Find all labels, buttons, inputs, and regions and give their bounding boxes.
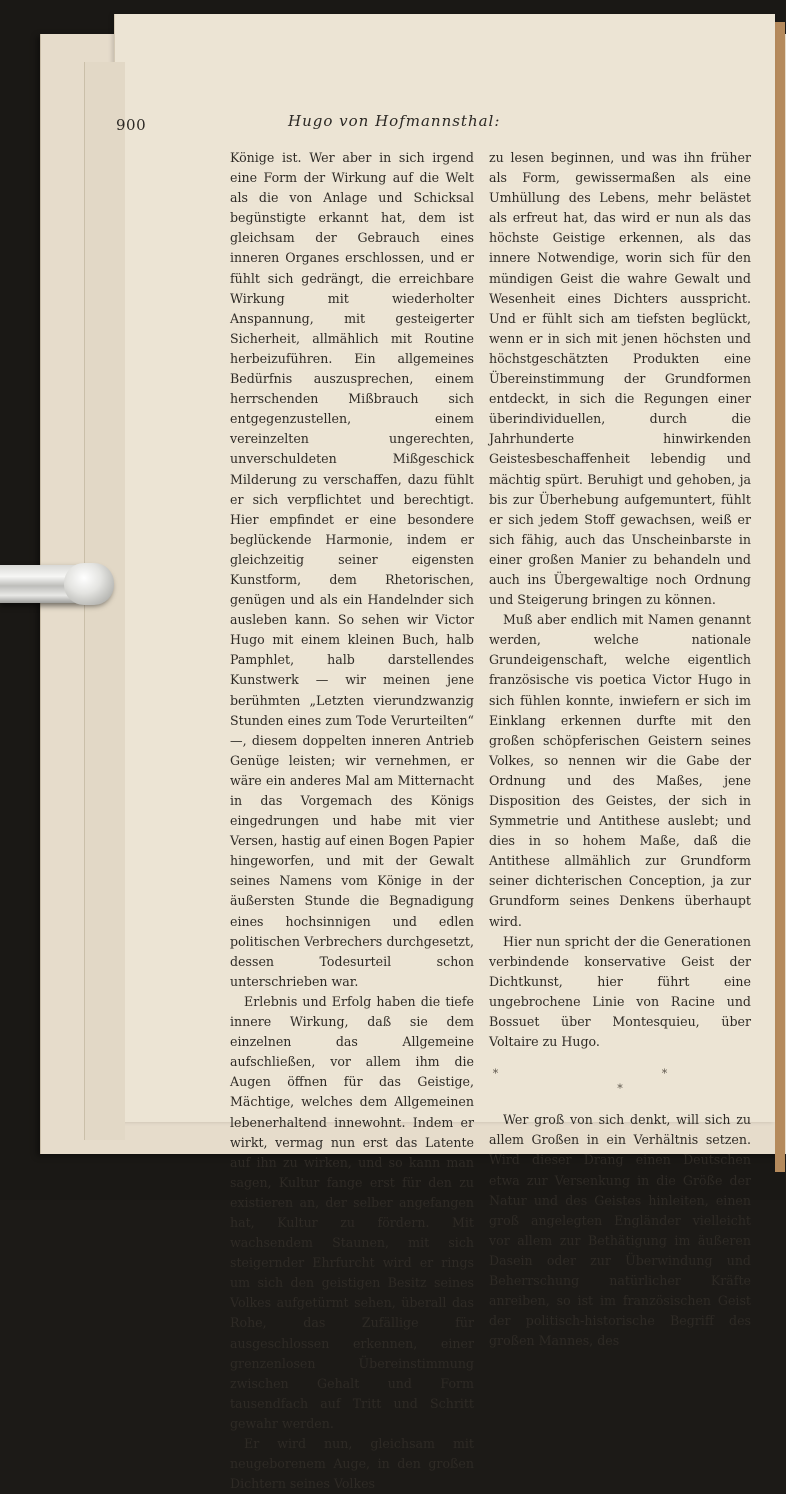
separator-star-bottom: *: [617, 1082, 623, 1096]
glass-rod-tip: [64, 563, 114, 605]
left-column: [230, 148, 474, 1494]
paragraph: Erlebnis und Erfolg haben die tiefe innere Wirkung, daß sie dem einzelnen das Allgemeine aufschließen, vor allem ihm die Augen öffnen für das Geistige, Mächtige, welches dem Allgemeinen lebenerhaltend innewohnt. Indem er wirkt, vermag nun erst das Latente auf ihn zu wirken, und so kann man sagen, Kultur fange erst für den zu existieren an, der selber angefangen hat, Kultur zu fördern. Mit wachsendem Staunen, mit sich steigernder Ehrfurcht wird er rings um sich den geistigen Besitz seines Volkes aufgetürmt sehen, überall das Rohe, das Zufällige für ausgeschlossen erkennen, einer grenzenlosen Übereinstimmung zwischen Gehalt und Form tausendfach auf Tritt und Schritt gewahr werden.: [230, 993, 474, 1431]
paragraph: zu lesen beginnen, und was ihn früher als Form, gewissermaßen als eine Umhüllung des Lebens, mehr belästet als erfreut hat, das wird er nun als das höchste Geistige erkennen, als das innere Notwendige, worin sich für den mündigen Geist die wahre Gewalt und Wesenheit eines Dichters ausspricht. Und er fühlt sich am tiefsten beglückt, wenn er in sich mit jenen höchsten und höchstgeschätzten Produkten eine Übereinstimmung der Grundformen entdeckt, in sich die Regungen einer überindividuellen, durch die Jahrhunderte hinwirkenden Geistesbeschaffenheit lebendig und mächtig spürt. Beruhigt und gehoben, ja bis zur Überhebung aufgemuntert, fühlt er sich jedem Stoff gewachsen, weiß er sich fähig, auch das Unscheinbarste in einer großen Manier zu behandeln und auch ins Übergewaltige noch Ordnung und Steigerung bringen zu können.: [489, 150, 751, 608]
paragraph: Könige ist. Wer aber in sich irgend eine Form der Wirkung auf die Welt als die von Anlage und Schicksal begünstigte erkannt hat, dem ist gleichsam der Gebrauch eines inneren Organes erschlossen, und er fühlt sich gedrängt, die erreichbare Wirkung mit wiederholter Anspannung, mit gesteigerter Sicherheit, allmählich mit Routine herbeizuführen. Ein allgemeines Bedürfnis auszusprechen, einem herrschenden Mißbrauch sich entgegenzustellen, einem vereinzelten ungerechten, unverschuldeten Mißgeschick Milderung zu verschaffen, dazu fühlt er sich verpflichtet und berechtigt. Hier empfindet er eine besondere beglückende Harmonie, indem er gleichzeitig seiner eigensten Kunstform, dem Rhetorischen, genügen und als ein Handelnder sich ausleben kann. So sehen wir Victor Hugo mit einem kleinen Buch, halb Pamphlet, halb darstellendes Kunstwerk — wir meinen jene berühmten „Letzten vierundzwanzig Stunden eines zum Tode Verurteilten“ —, diesem doppelten inneren Antrieb Genüge leisten; wir vernehmen, er wäre ein anderes Mal am Mitternacht in das Vorgemach des Königs eingedrungen und habe mit vier Versen, hastig auf einen Bogen Papier hingeworfen, und mit der Gewalt seines Namens vom Könige in der äußersten Stunde die Begnadigung eines hochsinnigen und edlen politischen Verbrechers durchgesetzt, dessen Todesurteil schon unterschrieben war.: [230, 150, 474, 989]
paragraph: Wer groß von sich denkt, will sich zu allem Großen in ein Verhältnis setzen. Wird dieser Drang einen Deutschen etwa zur Versenkung in die Größe der Natur und des Geistes hinleiten, einen groß angelegten Engländer vielleicht vor allem zur Bethätigung im äußeren Dasein oder zur Überwindung und Beherrschung natürlicher Kräfte anreiben, so ist im französischen Geist der politisch-historische Begriff des großen Mannes, des: [489, 1112, 751, 1349]
paragraph: Hier nun spricht der die Generationen verbindende konservative Geist der Dichtkunst, hier führt eine ungebrochene Linie von Racine und Bossuet über Montesquieu, über Voltaire zu Hugo.: [489, 933, 751, 1050]
separator-stars-top: * *: [492, 1067, 748, 1081]
page-number: 900: [116, 116, 147, 134]
section-separator: [489, 1068, 751, 1094]
running-title: Hugo von Hofmannsthal:: [288, 112, 501, 130]
page-header: [116, 112, 753, 144]
paragraph: Er wird nun, gleichsam mit neugeborenem Auge, in den großen Dichtern seines Volkes: [230, 1436, 474, 1492]
book-edge: [775, 22, 785, 1172]
paragraph: Muß aber endlich mit Namen genannt werden, welche nationale Grundeigenschaft, welche eigentlich französische vis poetica Victor Hugo in sich fühlen konnte, inwiefern er sich im Einklang erkennen durfte mit den großen schöpferischen Geistern seines Volkes, so nennen wir die Gabe der Ordnung und des Maßes, jene Disposition des Geistes, der sich in Symmetrie und Antithese auslebt; und dies in so hohem Maße, daß die Antithese allmählich zur Grundform seiner dichterischen Conception, ja zur Grundform seines Denkens überhaupt wird.: [489, 612, 751, 929]
right-column: [489, 148, 751, 1351]
